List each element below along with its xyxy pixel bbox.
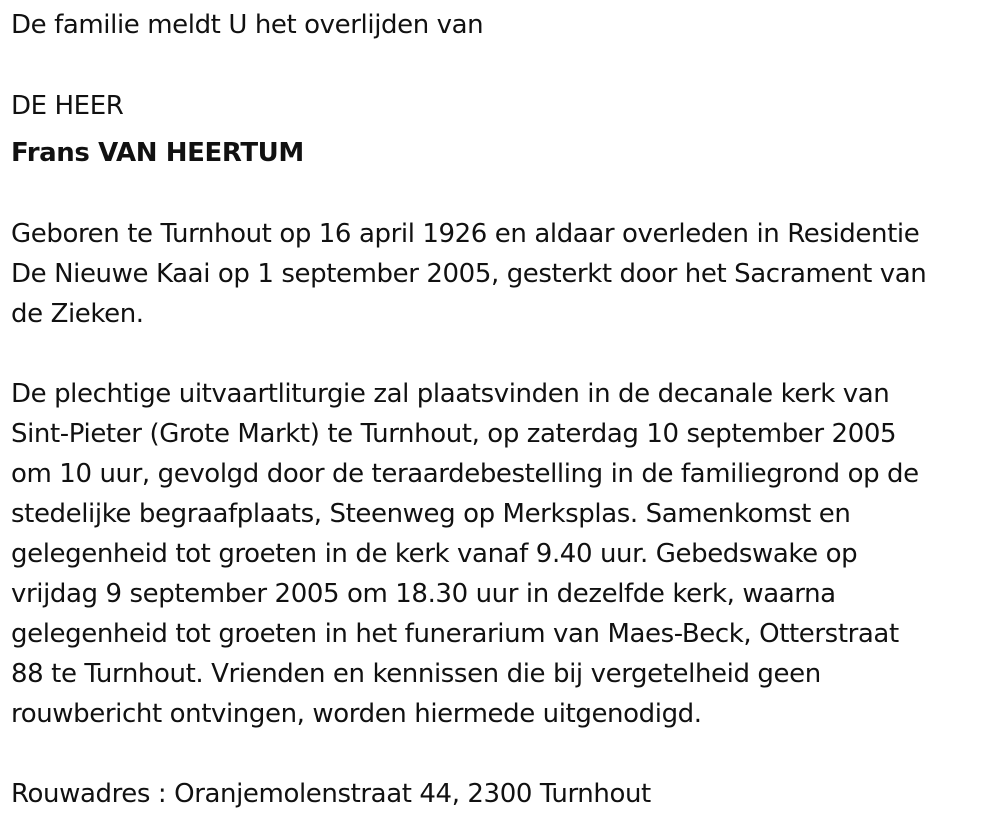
salutation: DE HEER <box>11 91 124 121</box>
intro-text: De familie meldt U het overlijden van <box>11 10 484 40</box>
paragraph-line: vrijdag 9 september 2005 om 18.30 uur in dezelfde kerk, waarna <box>11 579 836 609</box>
paragraph-line: Sint-Pieter (Grote Markt) te Turnhout, op zaterdag 10 september 2005 <box>11 419 897 449</box>
paragraph-line: om 10 uur, gevolgd door de teraardebestelling in de familiegrond op de <box>11 459 919 489</box>
paragraph-line: Geboren te Turnhout op 16 april 1926 en aldaar overleden in Residentie <box>11 219 920 249</box>
paragraph-line: de Zieken. <box>11 299 144 329</box>
paragraph-line: stedelijke begraafplaats, Steenweg op Merksplas. Samenkomst en <box>11 499 851 529</box>
paragraph-line: gelegenheid tot groeten in de kerk vanaf 9.40 uur. Gebedswake op <box>11 539 858 569</box>
paragraph-line: rouwbericht ontvingen, worden hiermede uitgenodigd. <box>11 699 702 729</box>
paragraph-line: gelegenheid tot groeten in het funerarium van Maes-Beck, Otterstraat <box>11 619 899 649</box>
paragraph-line: 88 te Turnhout. Vrienden en kennissen die bij vergetelheid geen <box>11 659 821 689</box>
paragraph-line: De Nieuwe Kaai op 1 september 2005, gesterkt door het Sacrament van <box>11 259 927 289</box>
deceased-name: Frans VAN HEERTUM <box>11 138 304 168</box>
mourning-address: Rouwadres : Oranjemolenstraat 44, 2300 Turnhout <box>11 779 651 809</box>
paragraph-line: De plechtige uitvaartliturgie zal plaatsvinden in de decanale kerk van <box>11 379 890 409</box>
